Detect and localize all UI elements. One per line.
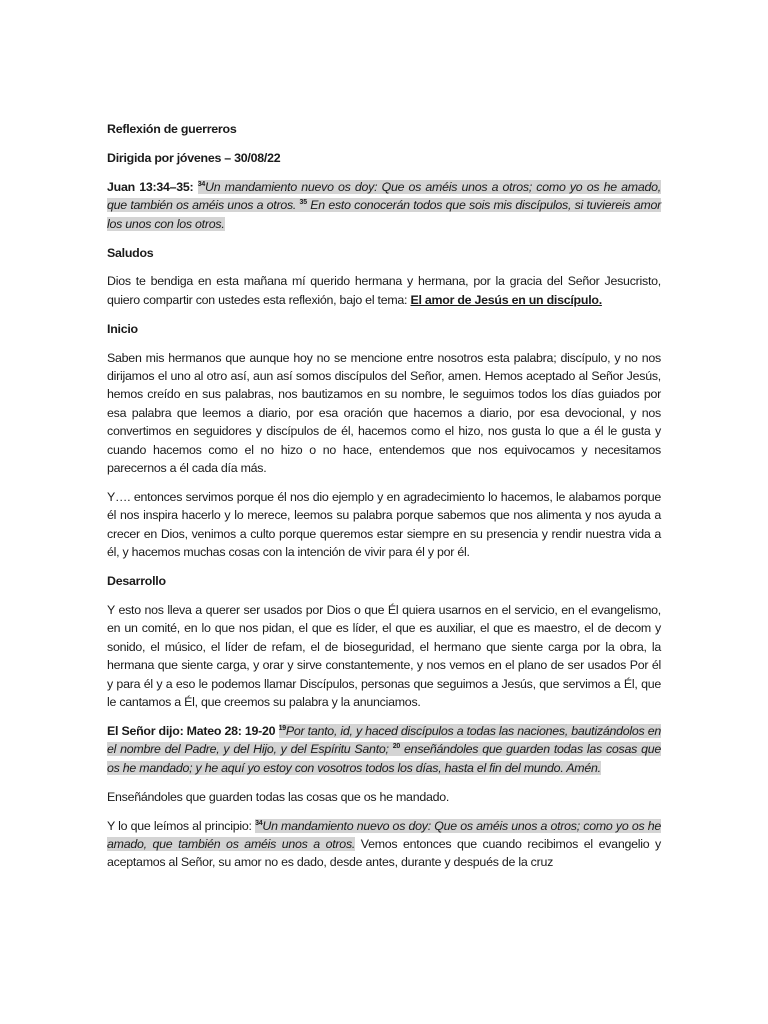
paragraph-4-rest: Vemos entonces que cuando recibimos el evangelio y aceptamos al Señor, su amor no es dado, desde antes, durante y después de la cruz	[107, 837, 661, 870]
saludos-paragraph	[107, 272, 661, 309]
verse-mateo-paragraph	[107, 722, 661, 777]
section-heading-desarrollo: Desarrollo	[107, 574, 166, 589]
verse-35-text: En esto conocerán todos que sois mis discípulos, si tuviereis amor los unos con los otros.	[107, 198, 661, 231]
section-heading-inicio: Inicio	[107, 321, 138, 336]
verse-19-text: Por tanto, id, y haced discípulos a todas las naciones, bautizándolos en el nombre del Padre, y del Hijo, y del Espíritu Santo;	[107, 723, 661, 757]
verse-number-20: 20	[392, 743, 401, 751]
section-heading-saludos: Saludos	[107, 245, 154, 260]
document-title: Reflexión de guerreros	[107, 122, 237, 136]
verse-number-34-repeat: 34	[255, 819, 263, 827]
sermon-theme: El amor de Jesús en un discípulo.	[410, 292, 602, 307]
verse-34-repeat-text: Un mandamiento nuevo os doy: Que os améis unos a otros; como yo os he amado, que también os améis unos a otros.	[107, 818, 662, 851]
inicio-paragraph-1: Saben mis hermanos que aunque hoy no se mencione entre nosotros esta palabra; discípulo, y no nos dirijamos el uno al otro así, aun así somos discípulos del Señor, amen. Hemos aceptado al Señor Jesús, hemos creído en sus palabras, nos bautizamos en su nombre, le seguimos todos los días guiados por esa palabra que leemos a diario, por esa oración que hacemos a diario, por esa devocional, y nos convertimos en seguidores y discípulos de él, hacemos como el hizo, nos gusta lo que a él le gusta y cuando hacemos como el no hizo o no hace, entendemos que nos equivocamos y necesitamos parecernos a él cada día más.	[107, 350, 661, 476]
document-page	[107, 120, 661, 872]
verse-juan-paragraph	[107, 178, 661, 233]
saludos-text: Dios te bendiga en esta mañana mí querido hermana y hermana, por la gracia del Señor Jesucristo, quiero compartir con ustedes esta reflexión, bajo el tema:	[107, 274, 661, 307]
desarrollo-paragraph-1: Y esto nos lleva a querer ser usados por Dios o que Él quiera usarnos en el servicio, en el evangelismo, en un comité, en lo que nos pidan, el que es líder, el que es auxiliar, el que es maestro, el de decom y sonido, el músico, el líder de refam, el de bioseguridad, el hermano que siente carga por la obra, la hermana que siente carga, y orar y sirve constantemente, y nos vemos en el plano de ser usados Por él y para él y a eso le podemos llamar Discípulos, personas que seguimos a Jesús, que servimos a Él, que le cantamos a Él, que creemos su palabra y la anunciamos.	[107, 603, 661, 710]
inicio-paragraph-2: Y…. entonces servimos porque él nos dio ejemplo y en agradecimiento lo hacemos, le alabamos porque él nos inspira hacerlo y lo merece, leemos su palabra porque sabemos que nos alimenta y nos ayuda a crecer en Dios, venimos a culto porque queremos estar siempre en su presencia y rendir nuestra vida a él, y hacemos muchas cosas con la intención de vivir para él y por él.	[107, 490, 661, 560]
verse-number-34: 34	[197, 180, 206, 188]
verse-number-19: 19	[278, 724, 286, 732]
document-subtitle: Dirigida por jóvenes – 30/08/22	[107, 150, 281, 165]
mateo-reference: El Señor dijo: Mateo 28: 19-20	[107, 723, 276, 738]
verse-20-text: enseñándoles que guarden todas las cosas que os he mandado; y he aquí yo estoy con vosotros todos los días, hasta el fin del mundo. Amén.	[107, 742, 661, 775]
desarrollo-paragraph-4	[107, 817, 661, 872]
desarrollo-paragraph-3: Enseñándoles que guarden todas las cosas que os he mandado.	[107, 789, 450, 804]
verse-number-35: 35	[299, 199, 307, 207]
verse-34-text: Un mandamiento nuevo os doy: Que os améis unos a otros; como yo os he amado, que también os améis unos a otros.	[107, 179, 661, 213]
verse-reference: Juan 13:34–35:	[107, 179, 194, 194]
paragraph-4-intro: Y lo que leímos al principio:	[107, 818, 252, 833]
